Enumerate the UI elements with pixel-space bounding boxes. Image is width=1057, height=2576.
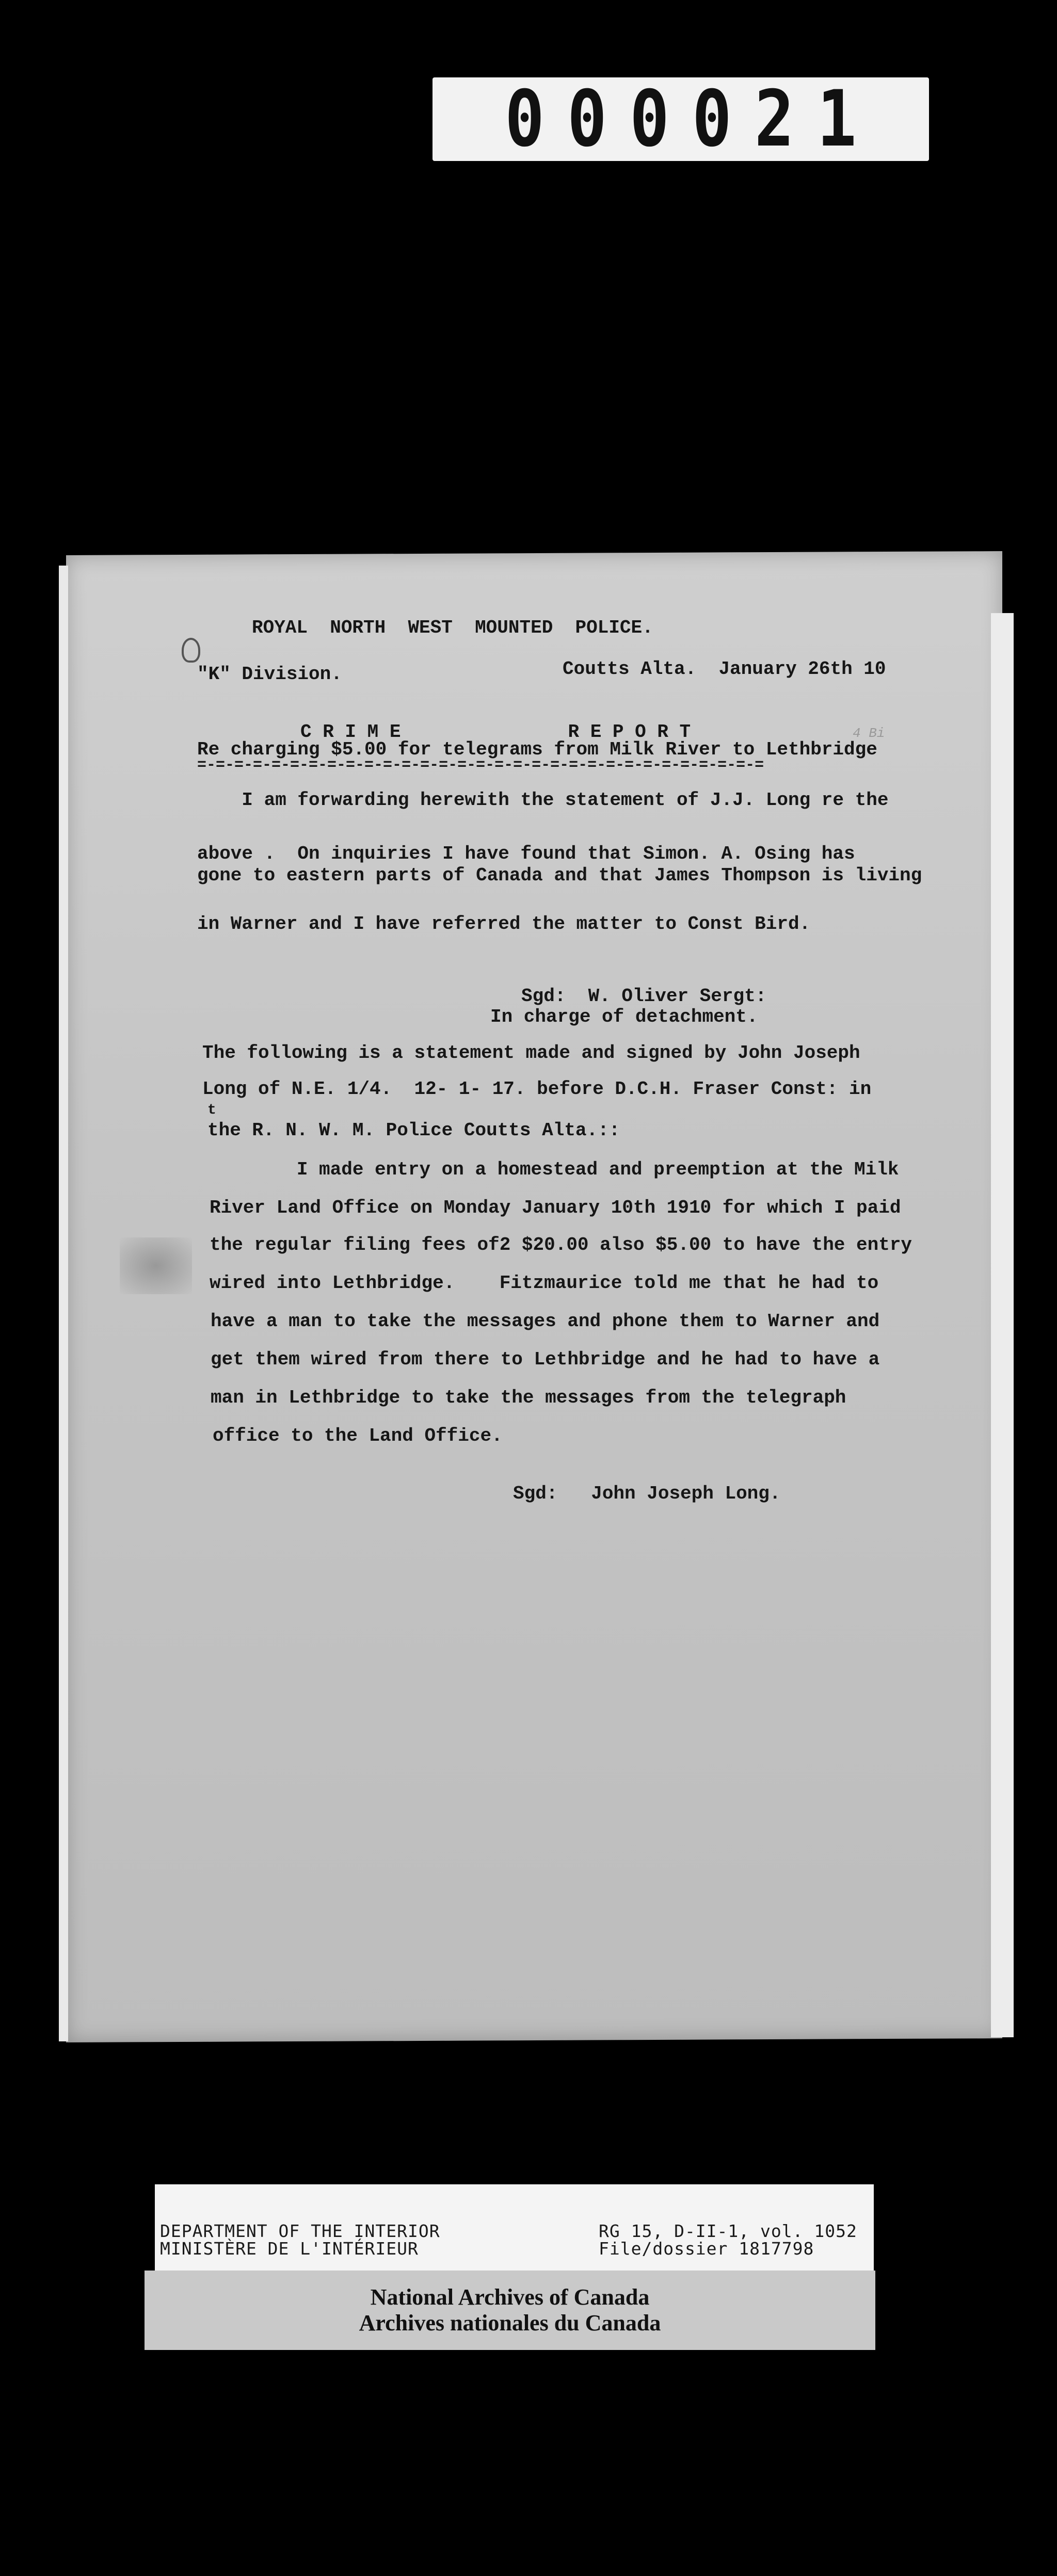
body-line: above . On inquiries I have found that Simon. A. Osing has xyxy=(197,843,855,864)
place-date: Coutts Alta. January 26th 10 xyxy=(563,658,886,680)
statement-body-line: the regular filing fees of2 $20.00 also $5.00 to have the entry xyxy=(210,1234,912,1255)
statement-body-line: man in Lethbridge to take the messages from the telegraph xyxy=(211,1387,846,1408)
statement-line: the R. N. W. M. Police Coutts Alta.:: xyxy=(207,1120,620,1141)
department-fr: MINISTÈRE DE L'INTÉRIEUR xyxy=(160,2239,419,2259)
body-line: I am forwarding herewith the statement of J.J. Long re the xyxy=(197,790,889,811)
statement-body-line: wired into Lethbridge. Fitzmaurice told me that he had to xyxy=(210,1273,879,1294)
archives-banner xyxy=(145,2271,875,2350)
statement-body-line: I made entry on a homestead and preemption at the Milk xyxy=(207,1159,899,1180)
punch-hole-icon xyxy=(182,638,200,663)
reference-file: File/dossier 1817798 xyxy=(599,2239,814,2259)
document-page xyxy=(66,551,1002,2042)
archives-name-fr: Archives nationales du Canada xyxy=(359,2310,661,2336)
pencil-note: 4 Bi xyxy=(853,726,885,741)
header-title: ROYAL NORTH WEST MOUNTED POLICE. xyxy=(252,617,653,638)
signature-oliver: Sgd: W. Oliver Sergt: xyxy=(521,986,767,1007)
signature-long: Sgd: John Joseph Long. xyxy=(513,1483,781,1504)
statement-body-line: office to the Land Office. xyxy=(213,1425,503,1446)
statement-line: t xyxy=(207,1102,216,1118)
page-edge-left xyxy=(59,566,68,2041)
archive-reference-label xyxy=(155,2184,874,2273)
smudge-mark xyxy=(120,1237,192,1294)
report-subject: Re charging $5.00 for telegrams from Milk River to Lethbridge xyxy=(197,739,877,760)
reference-volume: RG 15, D-II-1, vol. 1052 xyxy=(599,2221,857,2241)
statement-body-line: get them wired from there to Lethbridge and he had to have a xyxy=(211,1349,880,1370)
statement-body-line: River Land Office on Monday January 10th 1910 for which I paid xyxy=(210,1197,901,1218)
body-line: in Warner and I have referred the matter to Const Bird. xyxy=(197,913,811,935)
signature-oliver-title: In charge of detachment. xyxy=(490,1006,758,1027)
page-edge-right xyxy=(991,613,1014,2037)
division-line: "K" Division. xyxy=(197,664,342,685)
subject-underline: =-=-=-=-=-=-=-=-=-=-=-=-=-=-=-=-=-=-=-=-=-=-=-=-=-=-=-=-=-=-= xyxy=(197,756,764,774)
statement-line: The following is a statement made and signed by John Joseph xyxy=(202,1042,860,1064)
department-en: DEPARTMENT OF THE INTERIOR xyxy=(160,2221,440,2241)
frame-number-label xyxy=(433,74,929,164)
report-title: C R I M E R E P O R T xyxy=(300,721,691,743)
statement-line: Long of N.E. 1/4. 12- 1- 17. before D.C.H. Fraser Const: in xyxy=(202,1078,872,1100)
archives-name-en: National Archives of Canada xyxy=(370,2284,650,2310)
body-line: gone to eastern parts of Canada and that James Thompson is living xyxy=(197,865,922,886)
statement-body-line: have a man to take the messages and phone them to Warner and xyxy=(211,1311,880,1332)
frame-number: 000021 xyxy=(505,74,879,164)
